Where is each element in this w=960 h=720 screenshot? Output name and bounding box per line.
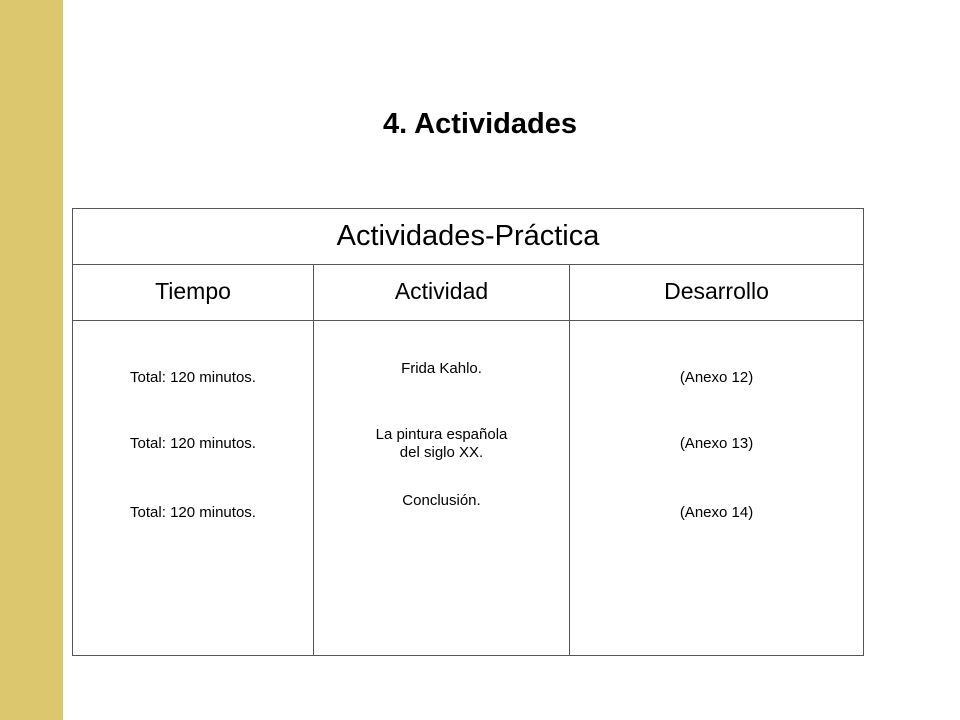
column-divider [569,265,570,655]
column-header-tiempo: Tiempo [155,277,231,304]
actividad-cell: Frida Kahlo. [401,360,482,377]
actividad-cell: La pintura española del siglo XX. [375,426,508,461]
actividad-cell: Conclusión. [402,492,481,509]
tiempo-cell: Total: 120 minutos. [130,435,256,452]
column-header-actividad: Actividad [394,277,489,304]
desarrollo-cell: (Anexo 12) [679,369,754,386]
desarrollo-cell: (Anexo 14) [679,504,754,521]
tiempo-cell: Total: 120 minutos. [130,504,256,521]
desarrollo-cell: (Anexo 13) [679,435,754,452]
activities-table [72,208,864,656]
page-title: 4. Actividades [383,108,577,140]
column-header-desarrollo: Desarrollo [664,277,769,304]
column-header-row [73,265,863,321]
table-heading: Actividades-Práctica [73,209,863,265]
tiempo-cell: Total: 120 minutos. [130,369,256,386]
